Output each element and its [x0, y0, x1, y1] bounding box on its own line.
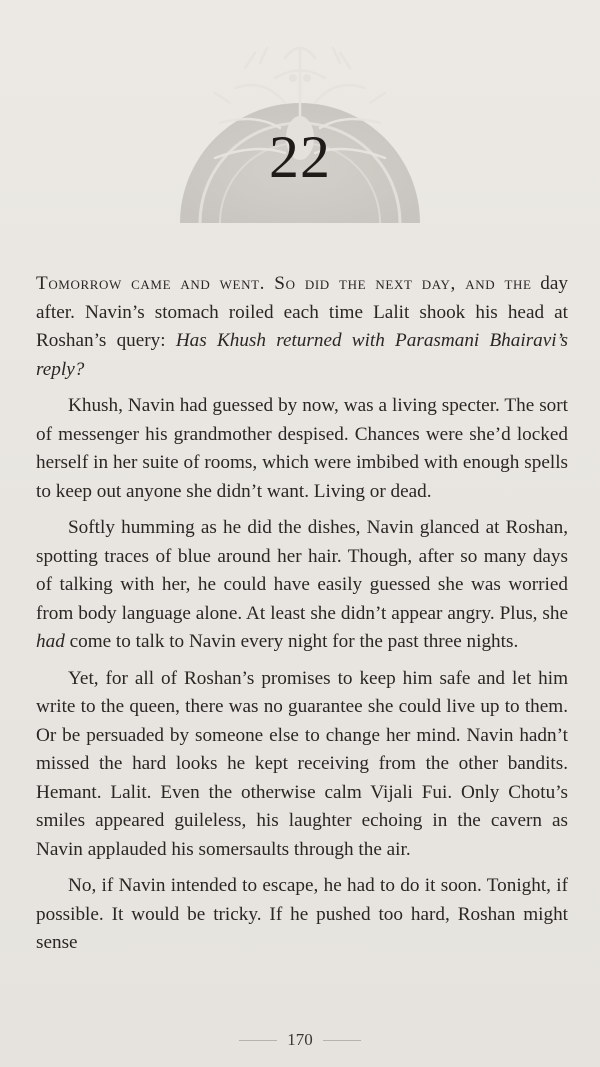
paragraph-text: come to talk to Navin every night for the past three nights.	[64, 631, 519, 652]
paragraph-text: No, if Navin intended to escape, he had to do it soon. Tonight, if possible. It would be tricky. If he pushed too hard, Roshan might sense	[36, 875, 568, 953]
paragraph	[36, 872, 568, 958]
paragraph	[36, 392, 568, 506]
chapter-number: 22	[269, 124, 331, 190]
footer-rule-left	[239, 1040, 277, 1041]
paragraph-text: Khush, Navin had guessed by now, was a living specter. The sort of messenger his grandmother despised. Chances were she’d locked herself in her suite of rooms, which were imbibed with enough spells to keep out anyone she didn’t want. Living or dead.	[36, 395, 568, 502]
chapter-body	[36, 270, 568, 958]
paragraph	[36, 665, 568, 865]
paragraph-text: Yet, for all of Roshan’s promises to keep him safe and let him write to the queen, there was no guarantee she could live up to them. Or be persuaded by someone else to change her mind. Navin hadn’t missed the hard looks he kept receiving from the other bandits. Hemant. Lalit. Even the otherwise calm Vijali Fui. Only Chotu’s smiles appeared guileless, his laughter echoing in the cavern as Navin applauded his somersaults through the air.	[36, 667, 568, 860]
paragraph-lead-in: Tomorrow came and went. So did the next day, and the	[36, 273, 532, 294]
paragraph-italic-text: Has Khush returned with Parasmani Bhairavi’s reply?	[36, 330, 568, 380]
page-number: 170	[287, 1030, 313, 1049]
paragraph-text: Softly humming as he did the dishes, Navin glanced at Roshan, spotting traces of blue around her hair. Though, after so many days of talking with her, he could have easily guessed she was worried from body language alone. At least she didn’t appear angry. Plus, she	[36, 517, 568, 624]
footer-rule-right	[323, 1040, 361, 1041]
paragraph	[36, 270, 568, 384]
paragraph-italic-text: had	[36, 631, 65, 652]
paragraph	[36, 514, 568, 657]
paragraph-text: day after. Navin’s stomach roiled each time Lalit shook his head at Roshan’s query:	[36, 273, 568, 351]
page-footer	[0, 1030, 600, 1050]
